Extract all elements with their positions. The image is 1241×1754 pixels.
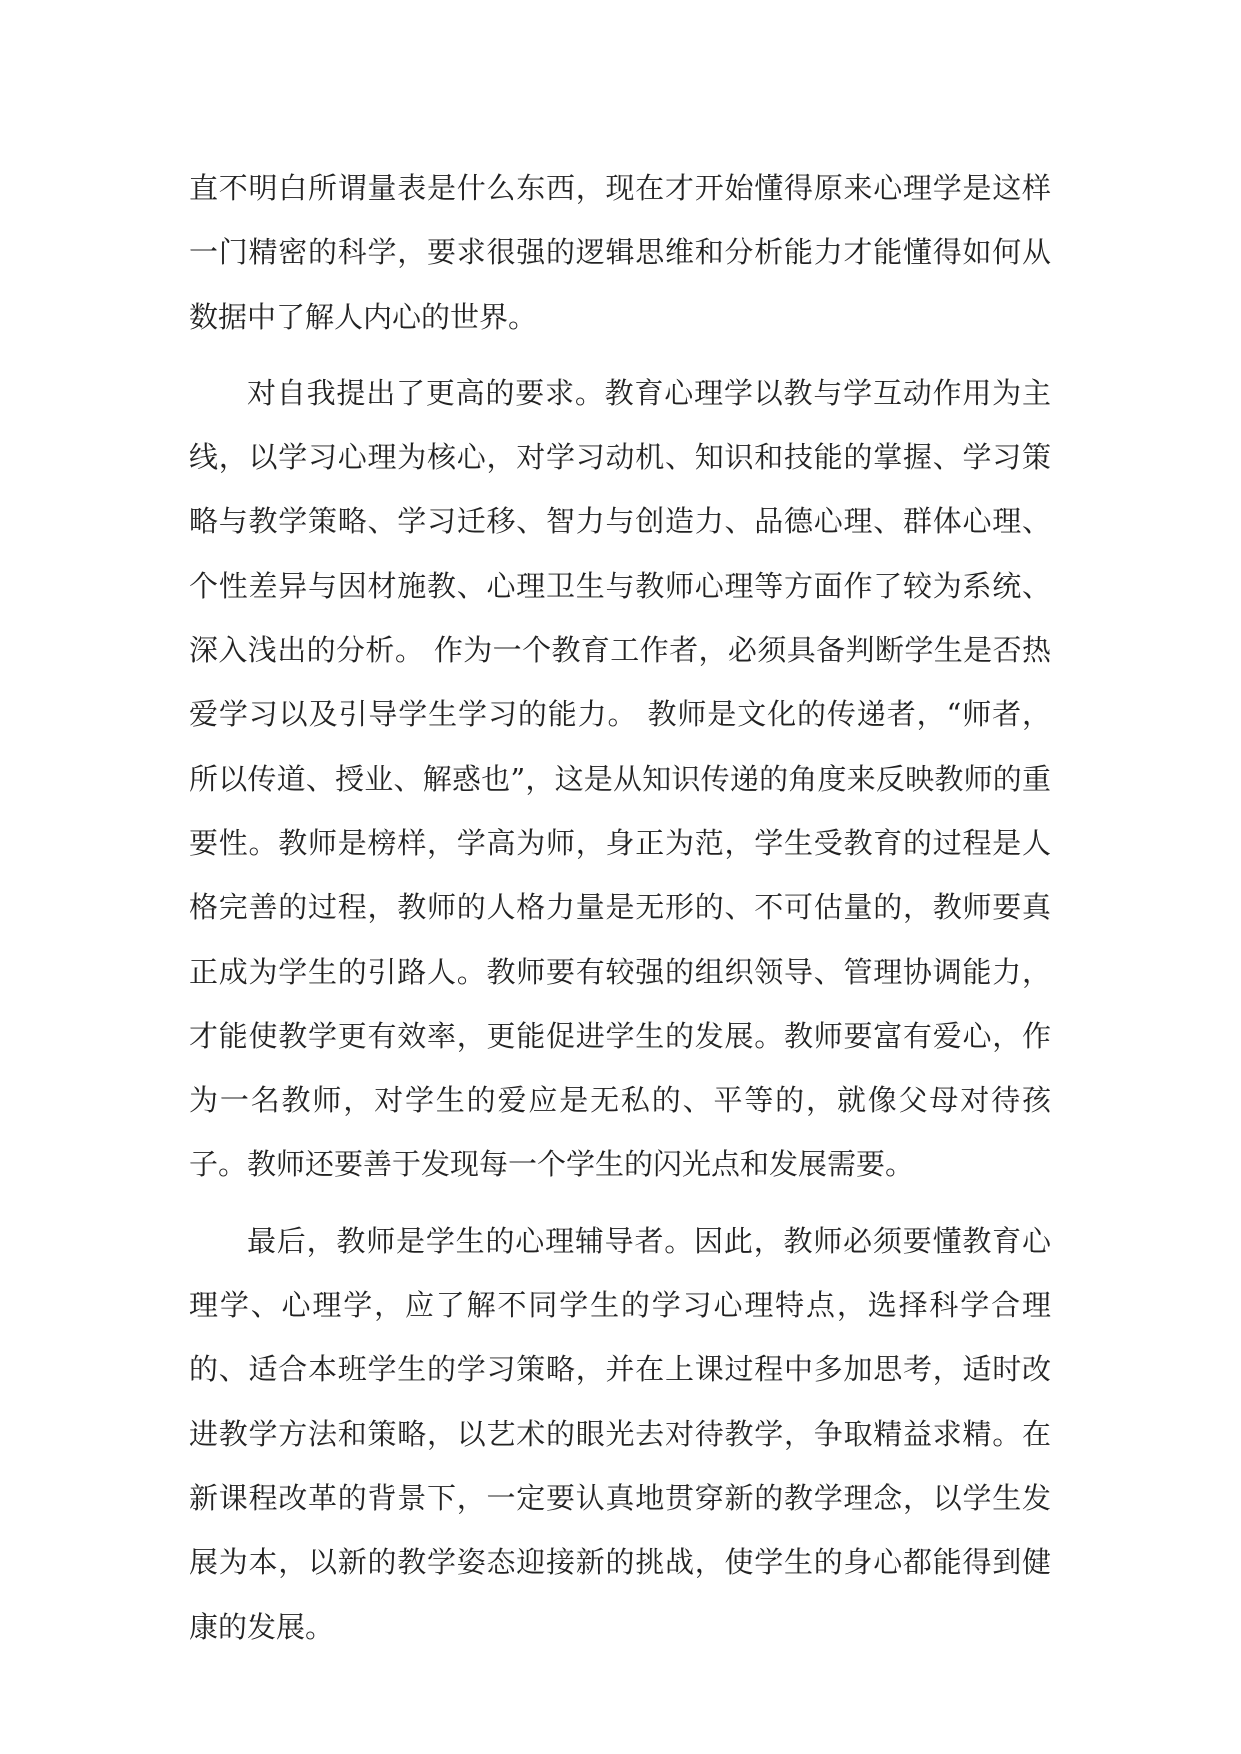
paragraph-1: 直不明白所谓量表是什么东西，现在才开始懂得原来心理学是这样一门精密的科学，要求很强的逻辑思维和分析能力才能懂得如何从数据中了解人内心的世界。 — [189, 171, 1051, 334]
paragraph-3: 最后，教师是学生的心理辅导者。因此，教师必须要懂教育心理学、心理学，应了解不同学生的学习心理特点，选择科学合理的、适合本班学生的学习策略，并在上课过程中多加思考，适时改进教学方法和策略，以艺术的眼光去对待教学，争取精益求精。在新课程改革的背景下，一定要认真地贯穿新的教学理念，以学生发展为本，以新的教学姿态迎接新的挑战，使学生的身心都能得到健康的发展。 — [189, 1223, 1051, 1644]
document-body — [189, 156, 1051, 1659]
paragraph-2: 对自我提出了更高的要求。教育心理学以教与学互动作用为主线，以学习心理为核心，对学习动机、知识和技能的掌握、学习策略与教学策略、学习迁移、智力与创造力、品德心理、群体心理、个性差异与因材施教、心理卫生与教师心理等方面作了较为系统、深入浅出的分析。 作为一个教育工作者，必须具备判断学生是否热爱学习以及引导学生学习的能力。 教师是文化的传递者，“师者，所以传道、授业、解惑也”，这是从知识传递的角度来反映教师的重要性。教师是榜样，学高为师，身正为范，学生受教育的过程是人格完善的过程，教师的人格力量是无形的、不可估量的，教师要真正成为学生的引路人。教师要有较强的组织领导、管理协调能力，才能使教学更有效率，更能促进学生的发展。教师要富有爱心，作为一名教师，对学生的爱应是无私的、平等的，就像父母对待孩子。教师还要善于发现每一个学生的闪光点和发展需要。 — [189, 375, 1051, 1182]
